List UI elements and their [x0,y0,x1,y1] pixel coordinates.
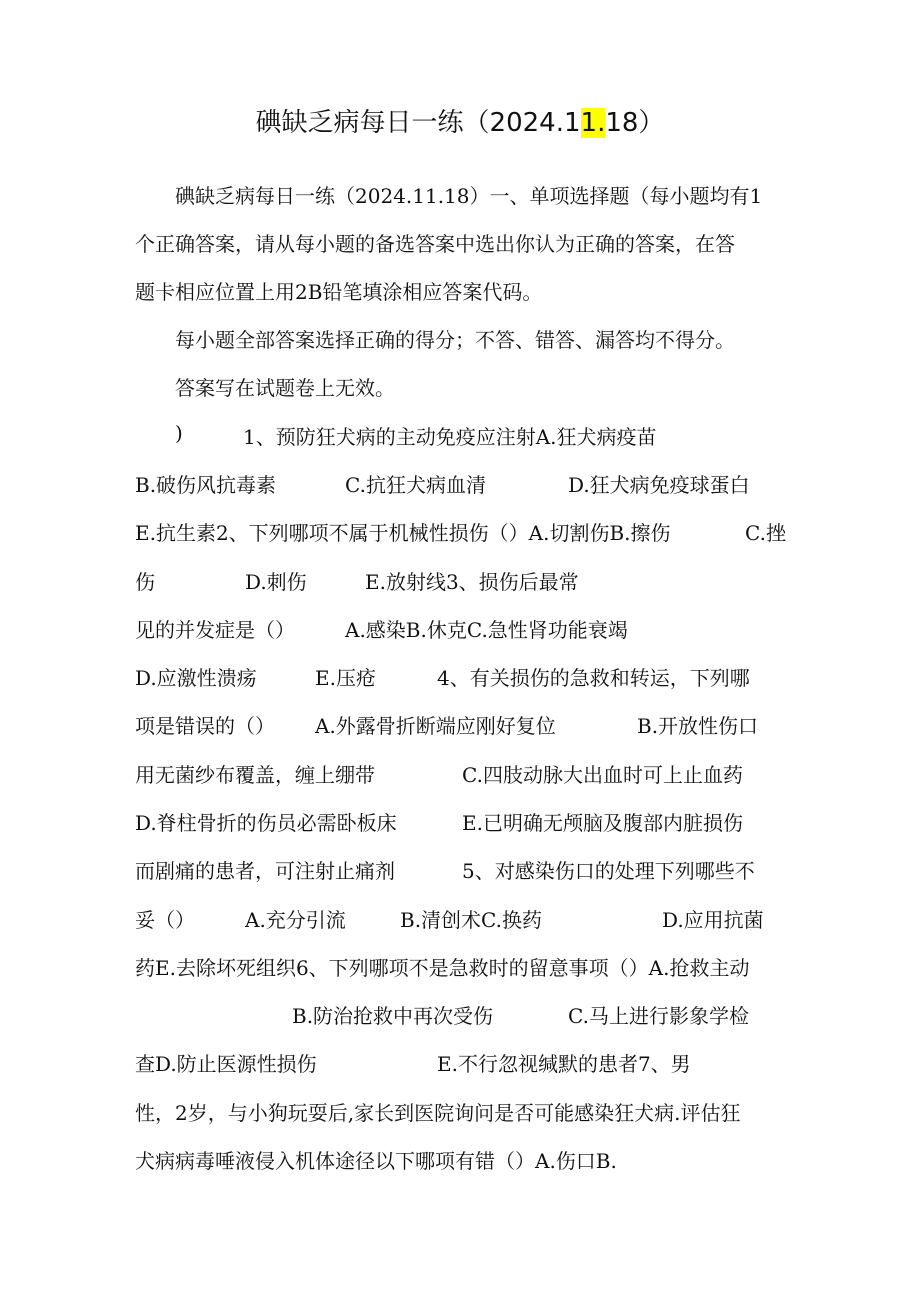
text-segment: 个正确答案，请从每小题的备选答案中选出你认为正确的答案，在答 [135,232,735,256]
text-segment: A.外露骨折断端应刚好复位 [315,714,556,738]
document-title [0,102,920,139]
text-segment: 见的并发症是（） [135,618,295,642]
text-segment: A.充分引流 [245,908,346,932]
text-segment: 伤 [135,570,155,594]
text-segment: ) [175,421,183,445]
text-segment: 5、对感染伤口的处理下列哪些不 [462,859,755,883]
text-segment: 而剧痛的患者，可注射止痛剂 [135,859,395,883]
text-segment: E.抗生素2、下列哪项不属于机械性损伤（）A.切割伤B.擦伤 [135,521,671,545]
text-segment: C.挫 [745,521,786,545]
text-segment: 碘缺乏病每日一练（2024.11.18）一、单项选择题（每小题均有1 [175,184,763,208]
text-segment: D.应用抗菌 [662,908,764,932]
text-segment: C.抗狂犬病血清 [345,473,486,497]
text-segment: D.脊柱骨折的伤员必需卧板床 [135,811,397,835]
text-segment: D.刺伤 [245,570,307,594]
text-segment: C.四肢动脉大出血时可上止血药 [462,763,743,787]
text-segment: E.不行忽视缄默的患者7、男 [437,1052,691,1076]
text-segment: D.狂犬病免疫球蛋白 [568,473,750,497]
title-highlight: 1. [580,108,606,138]
text-segment: 项是错误的（） [135,714,275,738]
text-segment: 4、有关损伤的急救和转运，下列哪 [437,666,750,690]
text-segment: 用无菌纱布覆盖，缠上绷带 [135,763,375,787]
text-segment: 题卡相应位置上用2B铅笔填涂相应答案代码。 [135,280,543,304]
text-segment: D.应激性溃疡 [135,666,257,690]
text-segment: B.防治抢救中再次受伤 [292,1004,494,1028]
text-segment: E.放射线3、损伤后最常 [365,570,579,594]
text-segment: 药E.去除坏死组织6、下列哪项不是急救时的留意事项（）A.抢救主动 [135,956,750,980]
text-segment: 性，2岁，与小狗玩耍后,家长到医院询问是否可能感染狂犬病.评估狂 [135,1101,741,1125]
text-segment: 每小题全部答案选择正确的得分；不答、错答、漏答均不得分。 [175,328,735,352]
title-prefix: 碘缺乏病每日一练（2024.1 [255,108,581,138]
text-segment: E.已明确无颅脑及腹部内脏损伤 [462,811,743,835]
text-segment: 答案写在试题卷上无效。 [175,376,395,400]
text-segment: B.破伤风抗毒素 [135,473,277,497]
title-suffix: 18） [605,108,665,138]
text-segment: 妥（） [135,908,195,932]
body-line [0,1145,920,1217]
text-segment: 查D.防止医源性损伤 [135,1052,317,1076]
text-segment: E.压疮 [315,666,376,690]
text-segment: 1、预防狂犬病的主动免疫应注射A.狂犬病疫苗 [243,425,657,449]
text-segment: C.马上进行影象学检 [568,1004,749,1028]
text-segment: 犬病病毒唾液侵入机体途径以下哪项有错（）A.伤口B. [135,1149,617,1173]
text-segment: A.感染B.休克C.急性肾功能衰竭 [345,618,628,642]
text-segment: B.开放性伤口 [637,714,759,738]
text-segment: B.清创术C.换药 [400,908,543,932]
